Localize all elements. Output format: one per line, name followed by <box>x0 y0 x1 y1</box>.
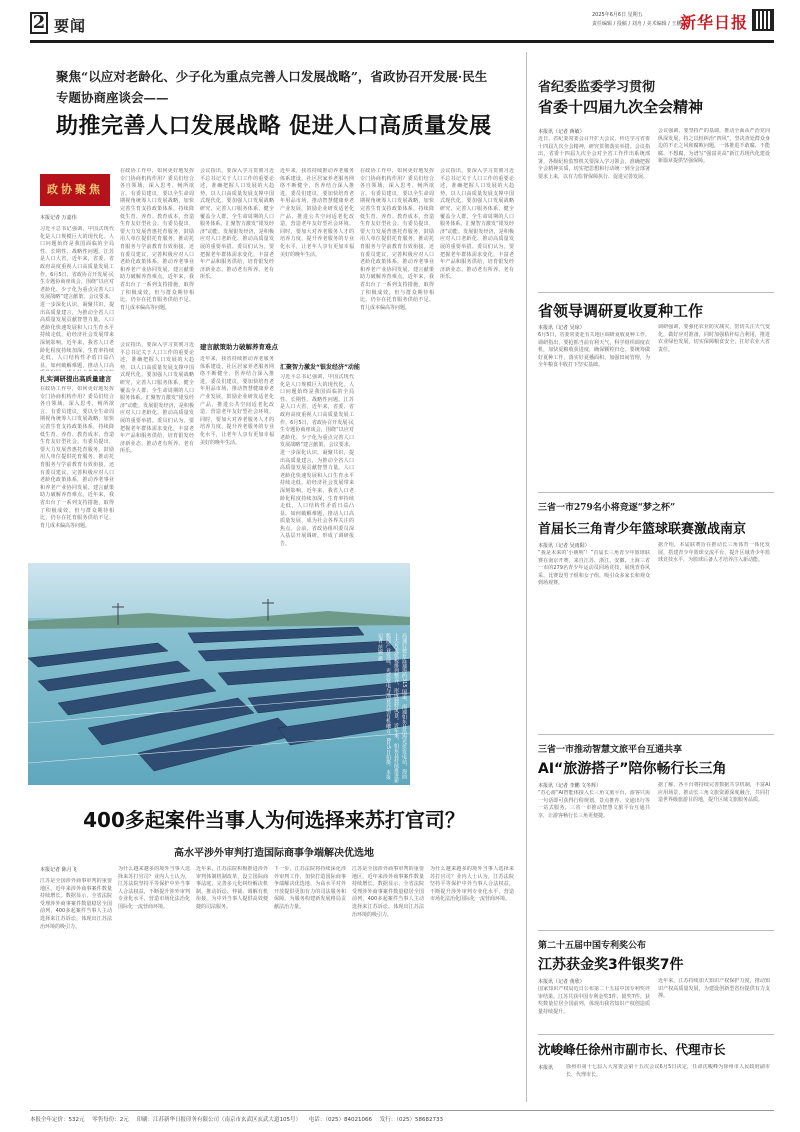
a3-headline: 首届长三角青少年篮球联赛激战南京 <box>538 522 747 537</box>
a4-headline: AI“旅游搭子”陪你畅行长三角 <box>538 761 727 777</box>
a4-column-1: “苏心游”AI智能体接入长三角文旅平台，游客只需一句话即可获得行程规划、景点推荐、交通出行等一站式服务。三省一市推动智慧文旅平台互通共享，让游客畅行长三角更便捷。 <box>538 790 650 819</box>
lead-column-3b: 近年来，我省持续推动养老服务体系建设，社区居家养老服务网络不断健全，医养结合深入推进。委员们建议，要加快培育老年用品市场，推动智慧健康养老产业发展，鼓励企业研发适老化产品，推进公共空间适老化改造，营造老年友好型社会环境。同时，要加大对养老服务人才的培养力度，提升养老服务的专业化水平，让老年人享有更加幸福美好的晚年生活。 <box>200 356 274 446</box>
a2-column-1: 6月5日，省委常委赴有关地区调研夏收夏种工作。调研指出，要抢抓当前有利天气，科学组织调度农机，加快夏粮收获进度，确保颗粒归仓。要统筹做好夏种工作，落实好夏播面积，加强田间管理，为全年粮食丰收打下坚实基础。 <box>538 332 650 369</box>
masthead <box>0 0 800 46</box>
page-number: 2 <box>30 12 48 34</box>
section-name: 要闻 <box>54 17 87 35</box>
case-column-6: 为什么越来越多的境外当事人选择来苏打官司？业内人士认为，江苏法院坚持平等保护中外当事人合法权益，不断提升涉外审判专业化水平，营造市场化法治化国际化一流营商环境。 <box>430 866 514 903</box>
case-column-5: 江苏是全国涉外商事审判的重要地区，近年来涉外商事案件数量持续增长。数据显示，全省法院受理涉外商事案件数量稳居全国前列，400多起案件当事人主动选择来江苏诉讼，体现出江苏法治环境的吸引力。 <box>352 866 424 918</box>
rule-2 <box>538 492 774 493</box>
rule-3 <box>538 734 774 735</box>
qr-code-icon <box>752 9 774 31</box>
case-byline: 本报记者 陈月飞 <box>40 867 77 873</box>
date-line: 2025年6月6日 星期五 <box>592 12 643 18</box>
cppcc-badge: 政协聚焦 <box>40 174 110 206</box>
a3-column-2: 据介绍，本届联赛旨在推动长三角体育一体化发展，搭建青少年篮球交流平台，提升区域青少年篮球竞技水平，为篮球后备人才培养注入新动能。 <box>658 542 770 564</box>
lead-subhead-1: 扎实调研提出高质量建言 <box>40 375 112 383</box>
lead-headline: 助推完善人口发展战略 促进人口高质量发展 <box>56 114 492 139</box>
case-column-1: 江苏是全国涉外商事审判的重要地区，近年来涉外商事案件数量持续增长。数据显示，全省法院受理涉外商事案件数量稳居全国前列，400多起案件当事人主动选择来江苏诉讼，体现出江苏法治环境的吸引力。 <box>40 878 112 930</box>
a1-kicker: 省纪委监委学习贯彻 <box>538 80 656 95</box>
a6-byline: 本报讯 <box>538 1065 554 1071</box>
case-column-4: 下一步，江苏法院将持续深化涉外审判工作，加快打造国际商事争端解决优选地，为高水平对外开放提供更加有力的司法服务和保障，为服务构建新发展格局贡献法治力量。 <box>274 866 346 910</box>
a1-column-2: 会议强调，要坚持严的基调，推动全面从严治党向纵深发展，持之以恒纠治“四风”，坚决查处群众身边的不正之风和腐败问题，一体推进不敢腐、不能腐、不想腐，为谱写“强富美高”新江苏现代化建设新篇章提供坚强保障。 <box>658 128 770 165</box>
a6-column-1: 徐州市第十七届人大常委会第十五次会议6月5日决定，任命沈峻峰为徐州市人民政府副市长、代理市长。 <box>566 1064 770 1078</box>
lead-column-4b: 习近平总书记强调，中国式现代化是人口规模巨大的现代化。人口问题始终是我国面临的全局性、长期性、战略性问题。江苏是人口大省，近年来，省委、省政府高度重视人口高质量发展工作。6月5日，省政协召开发展·民生专题协商座谈会，围绕“以应对老龄化、少子化为重点完善人口发展战略”建言献策。会议要求，进一步深化认识，凝聚共识，提出高质量建言，为推动全省人口高质量发展贡献智慧力量。人口老龄化快速发展和人口生育水平持续走低，给经济社会发展带来深刻影响。近年来，我省人口老龄化程度持续加深，生育率持续走低，人口结构性矛盾日益凸显。如何破解难题，推动人口高质量发展，成为社会各界关注的焦点。会前，省政协组织委员深入基层开展调研，形成了调研报告。 <box>280 374 354 548</box>
a4-byline: 本报讯（记者 李鹏 文冬辉） <box>538 783 602 789</box>
a4-column-2: 据了解，各平台将持续完善数据共享机制，丰富AI应用场景，推动长三角文旅资源深度融合，共同打造世界级旅游目的地，提升区域文旅服务品质。 <box>658 782 770 804</box>
lead-subhead-3: 汇聚智力激发“银发经济”动能 <box>280 364 360 371</box>
rule-5 <box>538 1034 774 1035</box>
rule-1 <box>538 292 774 293</box>
a5-column-2: 近年来，江苏持续加大知识产权保护力度，推动知识产权高质量发展，为建设创新型省份提供有力支撑。 <box>658 978 770 1000</box>
editors-line: 责任编辑 / 投稿 / 刘舟 / 美术编辑 / 王鹏 <box>592 21 682 27</box>
lead-byline: 本报记者 万嘉伟 <box>40 215 77 221</box>
a2-byline: 本报讯（记者 吴琼） <box>538 325 585 331</box>
photo-caption: 高速行驶在连通海的315 国道，南通如东县沿海光伏发电站，海面上大片光伏板排列整齐，形成独特风景。近年来，如东县持续推进新能源产业发展，光伏发电与渔业养殖有机融合。6月5日拍摄。本报记者 范婉 摄 <box>377 633 407 783</box>
a5-headline: 江苏获金奖3件银奖7件 <box>538 957 684 973</box>
a1-column-1: 近日，省纪委常委会召开扩大会议，传达学习省委十四届九次全会精神，研究贯彻落实举措。会议指出，省委十四届九次全会对全省工作作出系统部署，各级纪检监察机关要深入学习领会，准确把握全会精神实质，切实把思想和行动统一到全会部署要求上来，以有力监督保障执行、促进完善发展。 <box>538 136 650 180</box>
a3-kicker: 三省一市279名小将竞逐“梦之杯” <box>538 503 676 513</box>
lead-column-5: 在政协工作中，如何更好地发挥专门协商机构作用？委员们结合各自领域，深入思考，畅所欲言。有委员建议，要以全生命周期视角统筹人口发展战略，加快完善生育支持政策体系，持续降低生育、养育、教育成本，营造生育友好型社会。有委员提出，要大力发展普惠托育服务，鼓励用人单位提供托育服务，推动托育服务与学前教育有效衔接。还有委员建议，完善积极应对人口老龄化政策体系，推动养老事业和养老产业协同发展。建言献策助力破解养育难点。近年来，我省出台了一系列支持措施，取得了积极成效。但与群众期待相比，仍存在托育服务供给不足、育儿成本偏高等问题。 <box>360 168 434 311</box>
footer-info: 本报全年定价：532元 零售每份：2元 印刷：江苏新华日报印务有限公司（南京市玄武区玄武大道105号） 电话：（025）84021066 发行：（025）58682733 <box>30 1110 774 1123</box>
a6-headline: 沈峻峰任徐州市副市长、代理市长 <box>538 1042 726 1057</box>
case-deck: 高水平涉外审判打造国际商事争端解决优选地 <box>174 848 374 859</box>
a5-kicker: 第二十五届中国专利奖公布 <box>538 941 647 951</box>
lead-column-6: 会议指出，要深入学习贯彻习近平总书记关于人口工作的重要论述，准确把握人口发展的大趋势，以人口高质量发展支撑中国式现代化。要加强人口发展战略研究，完善人口服务体系，健全覆盖全人群、全生命周期的人口服务体系。汇聚智力激发“银发经济”动能。发展银发经济，是积极应对人口老龄化、推动高质量发展的重要举措。委员们认为，要把握老年群体需求变化，丰富老年产品和服务供给，培育银发经济新业态，推动老有所养、老有所乐。 <box>440 168 514 281</box>
a3-column-1: “我是未来的‘小姚明’！”首届长三角青少年篮球联赛在南京开赛，来自江苏、浙江、安徽、上海三省一市的279名青少年运动员同场竞技，展现青春风采。比赛设男子组和女子组，吸引众多家长和观众到场观赛。 <box>538 550 650 587</box>
a5-byline: 本报讯（记者 黄欣） <box>538 979 585 985</box>
lead-column-1: 习近平总书记强调，中国式现代化是人口规模巨大的现代化。人口问题始终是我国面临的全局性、长期性、战略性问题。江苏是人口大省，近年来，省委、省政府高度重视人口高质量发展工作。6月5日，省政协召开发展·民生专题协商座谈会，围绕“以应对老龄化、少子化为重点完善人口发展战略”建言献策。会议要求，进一步深化认识，凝聚共识，提出高质量建言，为推动全省人口高质量发展贡献智慧力量。人口老龄化快速发展和人口生育水平持续走低，给经济社会发展带来深刻影响。近年来，我省人口老龄化程度持续加深，生育率持续走低，人口结构性矛盾日益凸显。如何破解难题，推动人口高 <box>40 226 114 369</box>
case-column-2: 为什么越来越多的境外当事人选择来苏打官司？业内人士认为，江苏法院坚持平等保护中外当事人合法权益，不断提升涉外审判专业化水平，营造市场化法治化国际化一流营商环境。 <box>118 866 190 910</box>
lead-column-2: 在政协工作中，如何更好地发挥专门协商机构作用？委员们结合各自领域，深入思考，畅所欲言。有委员建议，要以全生命周期视角统筹人口发展战略，加快完善生育支持政策体系，持续降低生育、养育、教育成本，营造生育友好型社会。有委员提出，要大力发展普惠托育服务，鼓励用人单位提供托育服务，推动托育服务与学前教育有效衔接。还有委员建议，完善积极应对人口老龄化政策体系，推动养老事业和养老产业协同发展。建言献策助力破解养育难点。近年来，我省出台了一系列支持措施，取得了积极成效。但与群众期待相比，仍存在托育服务供给不足、育儿成本偏高等问题。 <box>120 168 194 311</box>
a2-headline: 省领导调研夏收夏种工作 <box>538 302 704 320</box>
lead-subhead-2: 建言献策助力破解养育难点 <box>200 343 278 351</box>
lead-column-3: 会议指出，要深入学习贯彻习近平总书记关于人口工作的重要论述，准确把握人口发展的大趋势，以人口高质量发展支撑中国式现代化。要加强人口发展战略研究，完善人口服务体系，健全覆盖全人群、全生命周期的人口服务体系。汇聚智力激发“银发经济”动能。发展银发经济，是积极应对人口老龄化、推动高质量发展的重要举措。委员们认为，要把握老年群体需求变化，丰富老年产品和服务供给，培育银发经济新业态，推动老有所养、老有所乐。 <box>200 168 274 281</box>
rule-4 <box>538 930 774 931</box>
lead-column-4: 近年来，我省持续推动养老服务体系建设，社区居家养老服务网络不断健全，医养结合深入推进。委员们建议，要加快培育老年用品市场，推动智慧健康养老产业发展，鼓励企业研发适老化产品，推进公共空间适老化改造，营造老年友好型社会环境。同时，要加大对养老服务人才的培养力度，提升养老服务的专业化水平，让老年人享有更加幸福美好的晚年生活。 <box>280 168 354 258</box>
a1-headline: 省委十四届九次全会精神 <box>538 98 704 116</box>
column-divider <box>526 52 527 1102</box>
a2-column-2: 调研强调，要强化农业防灾减灾，密切关注天气变化，做好应对准备，同时加强秸秆综合利用，推进农业绿色发展，切实保障粮食安全，扛好农业大省责任。 <box>658 324 770 353</box>
a1-byline: 本报讯（记者 蒋敏） <box>538 129 585 135</box>
lead-kicker: 聚焦“以应对老龄化、少子化为重点完善人口发展战略”，省政协召开发展·民生专题协商座谈会—— <box>56 69 488 105</box>
lead-column-2b: 会议指出，要深入学习贯彻习近平总书记关于人口工作的重要论述，准确把握人口发展的大趋势，以人口高质量发展支撑中国式现代化。要加强人口发展战略研究，完善人口服务体系，健全覆盖全人群、全生命周期的人口服务体系。汇聚智力激发“银发经济”动能。发展银发经济，是积极应对人口老龄化、推动高质量发展的重要举措。委员们认为，要把握老年群体需求变化，丰富老年产品和服务供给，培育银发经济新业态，推动老有所养、老有所乐。 <box>120 342 194 455</box>
header-rule <box>30 40 774 43</box>
a3-byline: 本报讯（记者 吴雨阳） <box>538 543 590 549</box>
case-column-3: 近年来，江苏法院积极推进涉外审判体制机制改革，设立国际商事法庭，完善多元化纠纷解决机制，推动诉讼、仲裁、调解有机衔接，为中外当事人提供高效便捷的司法服务。 <box>196 866 268 910</box>
newspaper-logo: 新华日报 <box>680 13 749 32</box>
lead-column-1b: 在政协工作中，如何更好地发挥专门协商机构作用？委员们结合各自领域，深入思考，畅所欲言。有委员建议，要以全生命周期视角统筹人口发展战略，加快完善生育支持政策体系，持续降低生育、养育、教育成本，营造生育友好型社会。有委员提出，要大力发展普惠托育服务，鼓励用人单位提供托育服务，推动托育服务与学前教育有效衔接。还有委员建议，完善积极应对人口老龄化政策体系，推动养老事业和养老产业协同发展。建言献策助力破解养育难点。近年来，我省出台了一系列支持措施，取得了积极成效。但与群众期待相比，仍存在托育服务供给不足、育儿成本偏高等问题。 <box>40 386 114 529</box>
case-headline: 400多起案件当事人为何选择来苏打官司？ <box>83 808 465 832</box>
a4-kicker: 三省一市推动智慧文旅平台互通共享 <box>538 745 683 755</box>
a5-column-1: 国家知识产权局近日公布第二十五届中国专利奖评审结果。江苏共获中国专利金奖3件、银奖7件，获奖数量位居全国前列，体现出我省知识产权创造质量持续提升。 <box>538 986 650 1015</box>
